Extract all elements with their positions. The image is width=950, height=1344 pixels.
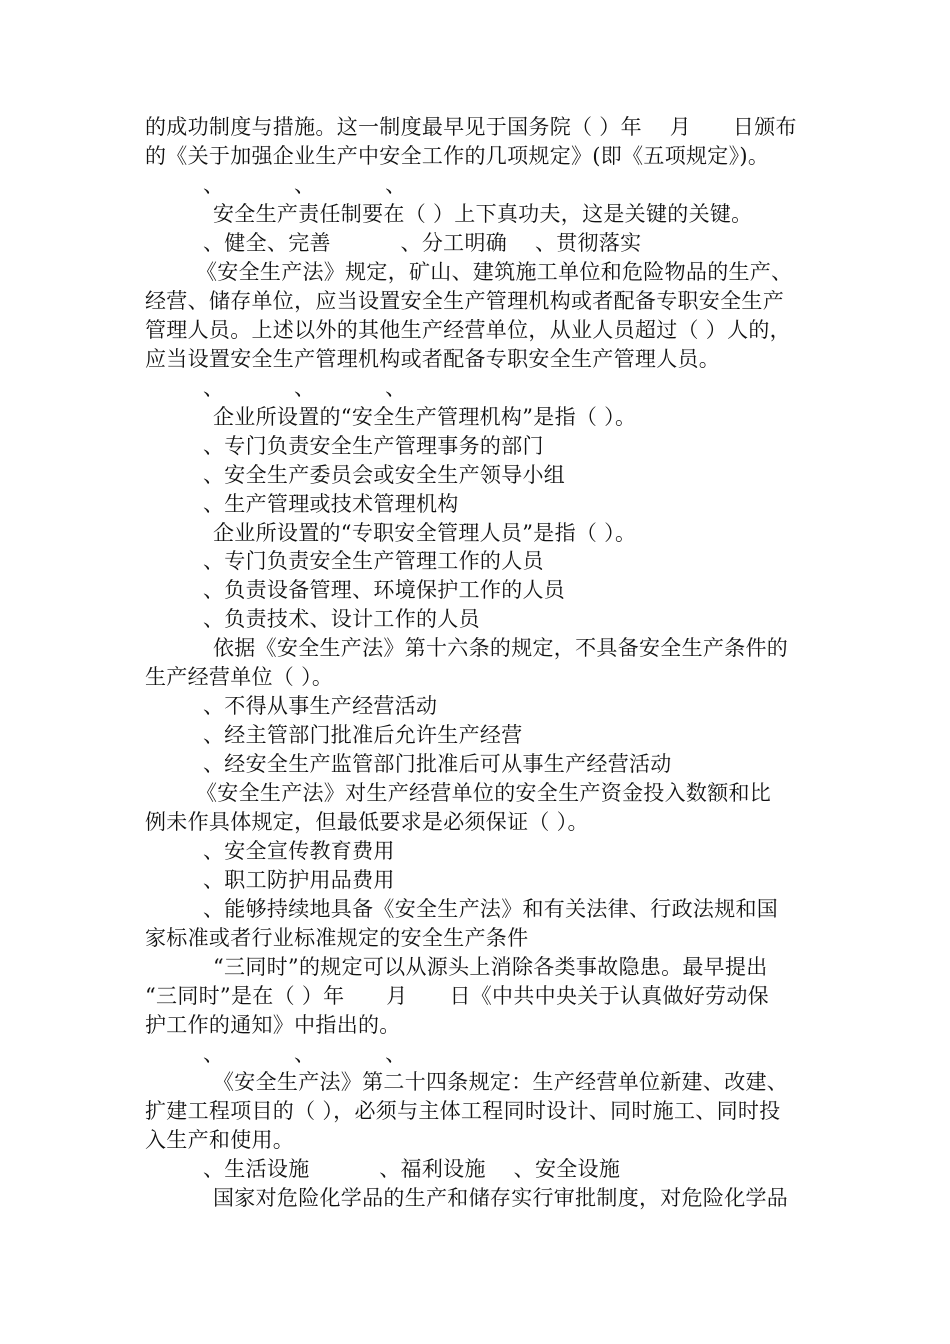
answer-option: 、经主管部门批准后允许生产经营 [203,723,523,747]
text-line: “三同时”是在（ ）年 月 日《中共中央关于认真做好劳动保 [145,984,769,1008]
answer-option: 、专门负责安全生产管理事务的部门 [203,434,544,458]
text-line: 管理人员。上述以外的其他生产经营单位，从业人员超过（ ）人的， [145,318,791,342]
text-line: 的成功制度与措施。这一制度最早见于国务院（ ）年 月 日颁布 [145,115,797,139]
answer-option: 、职工防护用品费用 [203,868,395,892]
question-line: 企业所设置的“专职安全管理人员”是指（ ）。 [213,521,637,545]
answer-option: 、安全生产委员会或安全生产领导小组 [203,463,566,487]
text-line: 护工作的通知》中指出的。 [145,1013,401,1037]
answer-options: 、生活设施 、福利设施 、安全设施 [203,1157,621,1181]
text-line: 例未作具体规定，但最低要求是必须保证（ ）。 [145,810,589,834]
question-line: 依据《安全生产法》第十六条的规定，不具备安全生产条件的 [213,636,789,660]
text-line: 的《关于加强企业生产中安全工作的几项规定》(即《五项规定》)。 [145,144,770,168]
question-line: 国家对危险化学品的生产和储存实行审批制度，对危险化学品 [213,1186,789,1210]
text-line: 入生产和使用。 [145,1128,295,1152]
answer-option: 、负责技术、设计工作的人员 [203,607,480,631]
answer-option: 、不得从事生产经营活动 [203,694,438,718]
question-line: 《安全生产法》规定，矿山、建筑施工单位和危险物品的生产、 [196,260,793,284]
question-line: “三同时”的规定可以从源头上消除各类事故隐患。最早提出 [213,955,768,979]
answer-option: 、专门负责安全生产管理工作的人员 [203,549,544,573]
text-line: 、 、 、 [203,173,407,197]
answer-options: 、 、 、 [203,1042,407,1066]
question-line: 《安全生产法》对生产经营单位的安全生产资金投入数额和比 [196,781,772,805]
answer-options: 、健全、完善 、分工明确 、贯彻落实 [203,231,642,255]
question-line: 安全生产责任制要在（ ）上下真功夫，这是关键的关键。 [213,202,753,226]
text-line: 生产经营单位（ ）。 [145,665,334,689]
answer-option: 、安全宣传教育费用 [203,839,395,863]
question-line: 企业所设置的“安全生产管理机构”是指（ ）。 [213,405,637,429]
answer-options: 、 、 、 [203,376,407,400]
answer-option: 、生产管理或技术管理机构 [203,492,459,516]
text-line: 扩建工程项目的（ ），必须与主体工程同时设计、同时施工、同时投 [145,1099,781,1123]
answer-option: 、负责设备管理、环境保护工作的人员 [203,578,566,602]
text-line: 应当设置安全生产管理机构或者配备专职安全生产管理人员。 [145,347,721,371]
answer-option: 、能够持续地具备《安全生产法》和有关法律、行政法规和国 [203,897,779,921]
answer-option: 、经安全生产监管部门批准后可从事生产经营活动 [203,752,672,776]
text-line: 经营、储存单位，应当设置安全生产管理机构或者配备专职安全生产 [145,289,784,313]
question-line: 《安全生产法》第二十四条规定：生产经营单位新建、改建、 [213,1070,789,1094]
text-line: 家标准或者行业标准规定的安全生产条件 [145,926,529,950]
